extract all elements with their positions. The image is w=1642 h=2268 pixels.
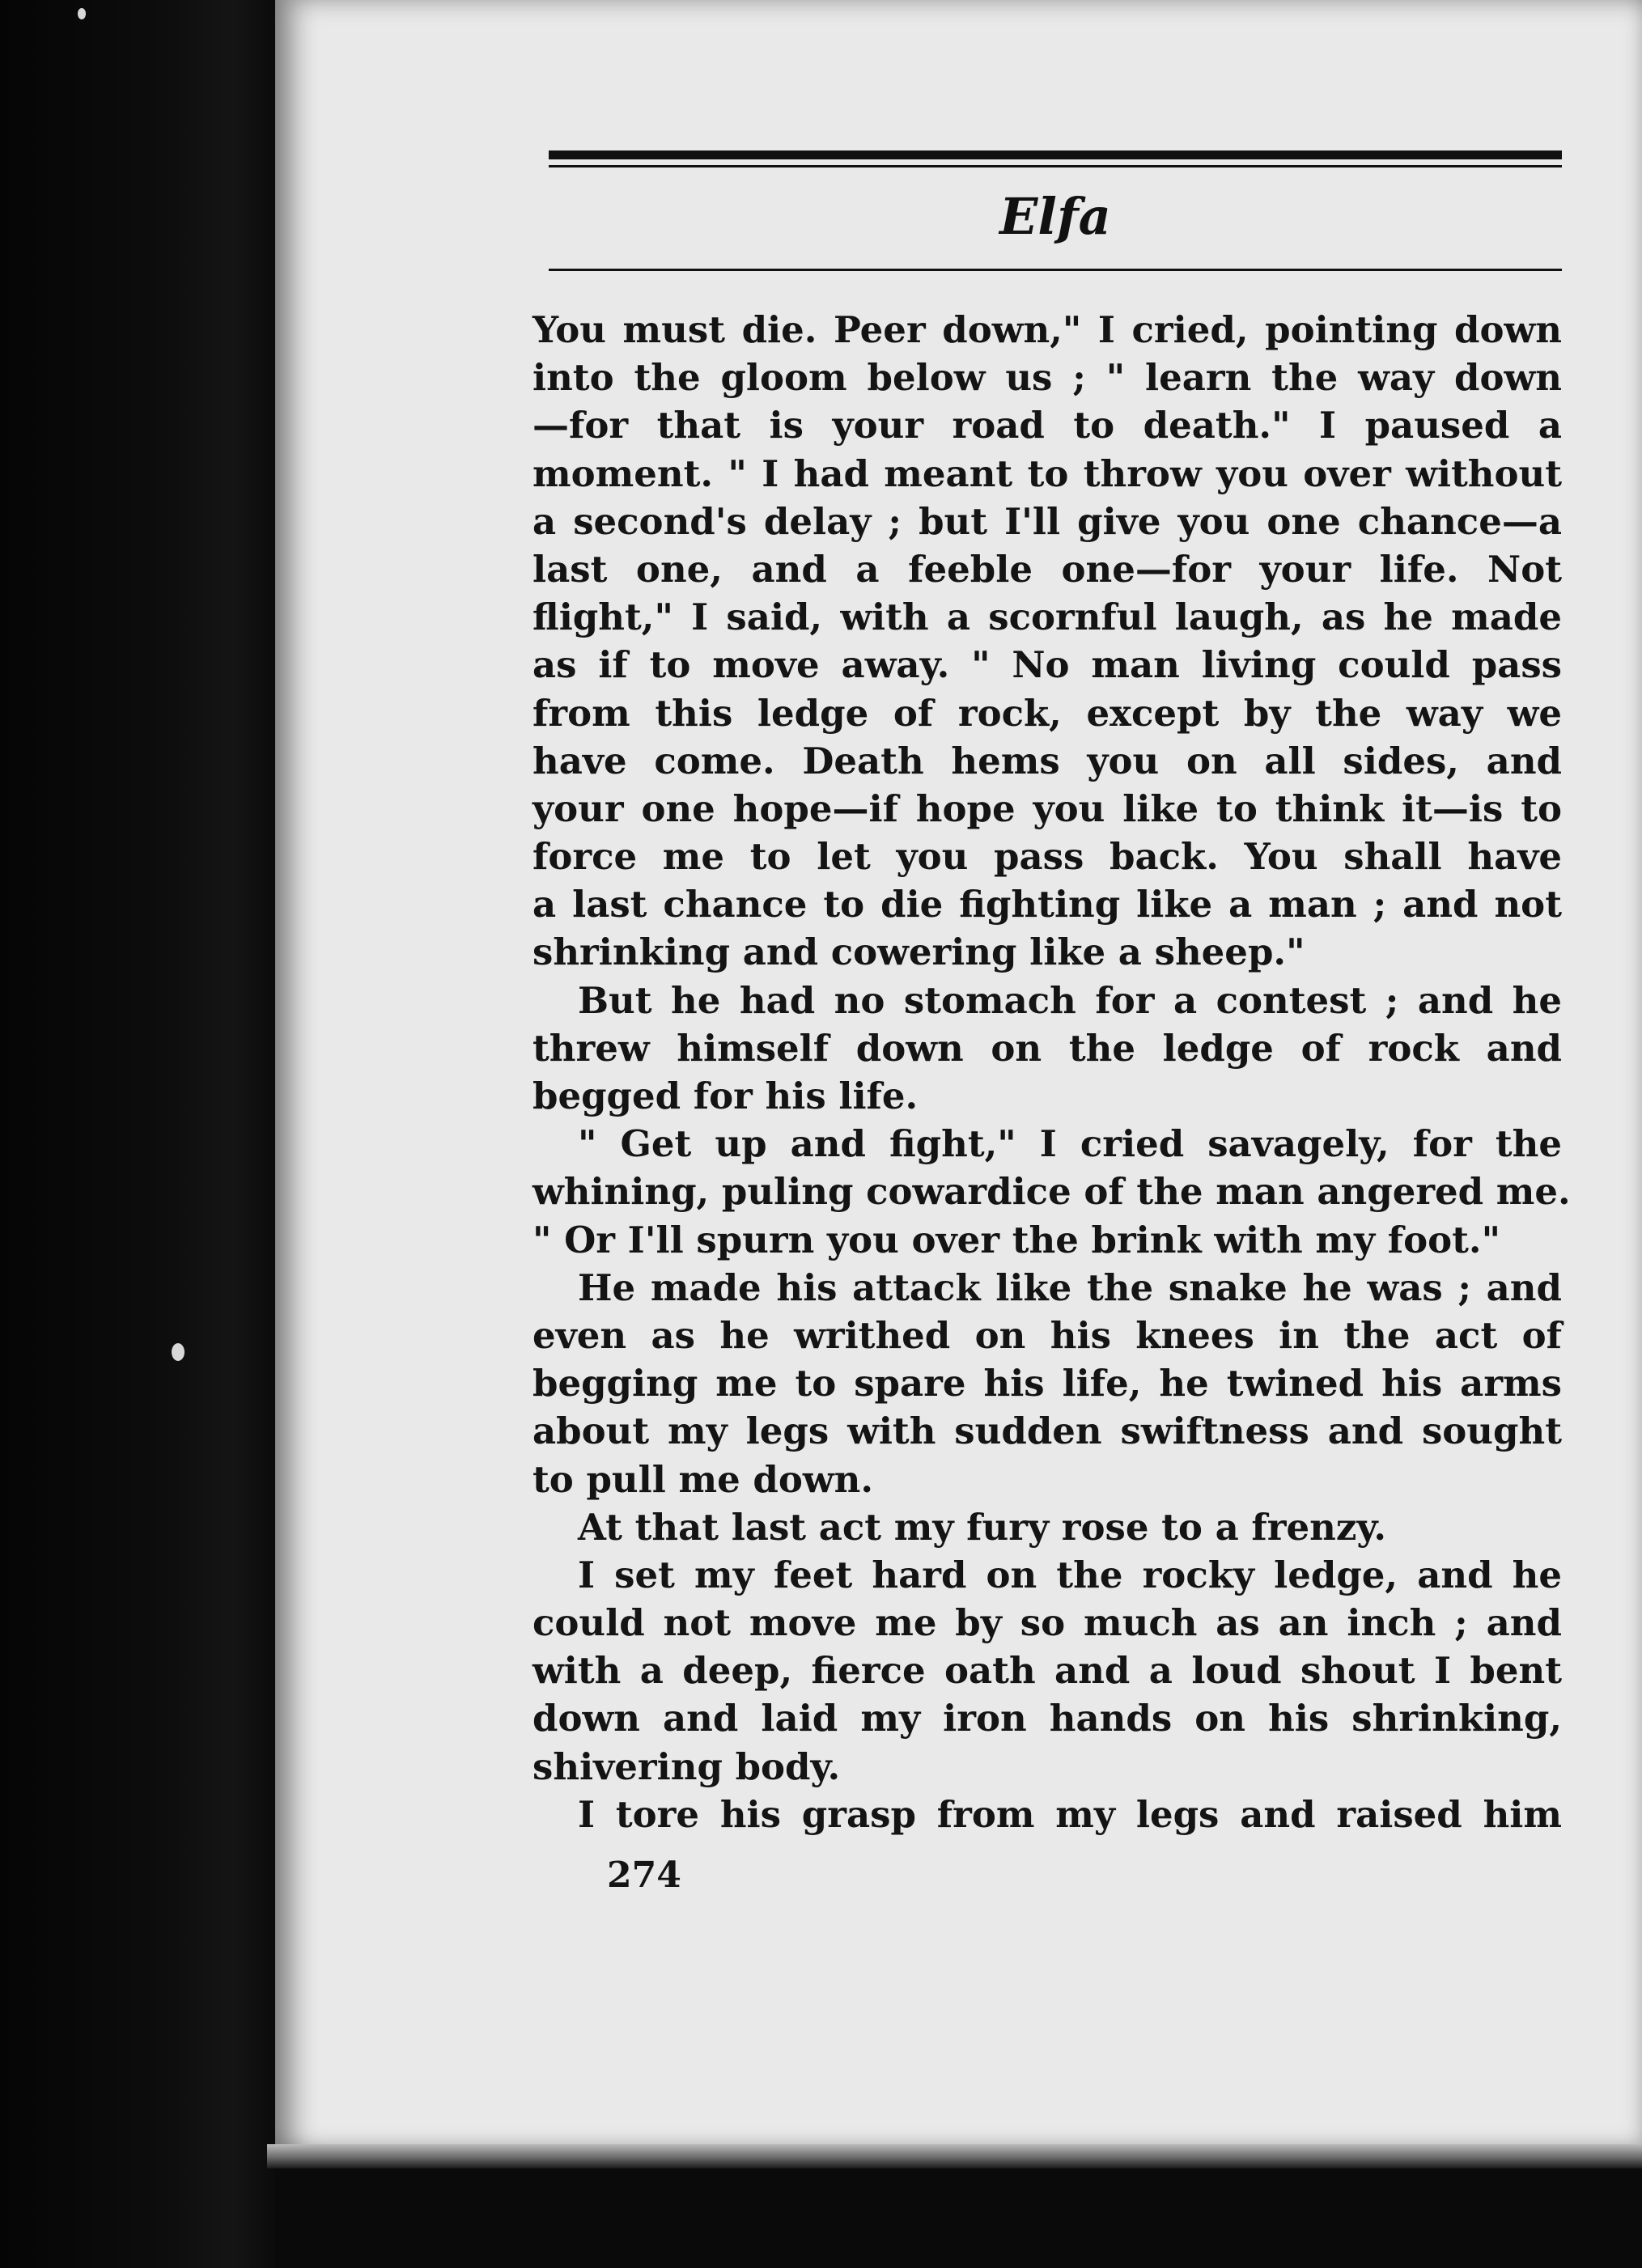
text-line: down and laid my iron hands on his shrinking, — [532, 1697, 1562, 1740]
text-line: At that last act my fury rose to a frenzy. — [578, 1505, 1387, 1549]
text-line: as if to move away. " No man living could pass — [532, 643, 1562, 687]
text-line: even as he writhed on his knees in the act of — [532, 1313, 1562, 1357]
text-line: into the gloom below us ; " learn the way down — [532, 356, 1562, 400]
scan-speck — [172, 1343, 185, 1361]
text-line: force me to let you pass back. You shall have — [532, 835, 1562, 879]
header-double-rule-top — [549, 150, 1562, 159]
text-line: flight," I said, with a scornful laugh, as he made — [532, 596, 1562, 639]
text-line: I set my feet hard on the rocky ledge, and he — [578, 1553, 1562, 1596]
running-head-rule — [549, 269, 1562, 271]
text-line: moment. " I had meant to throw you over without — [532, 451, 1562, 495]
text-line: threw himself down on the ledge of rock and — [532, 1026, 1562, 1070]
text-line: shivering body. — [532, 1744, 841, 1788]
text-line: " Or I'll spurn you over the brink with my foot." — [532, 1218, 1501, 1261]
text-line: could not move me by so much as an inch ; and — [532, 1601, 1562, 1645]
text-line: " Get up and fight," I cried savagely, for the — [578, 1122, 1562, 1166]
text-line: last one, and a feeble one—for your life. Not — [532, 547, 1562, 591]
page-bottom-edge — [267, 2144, 1642, 2168]
text-line: He made his attack like the snake he was ; and — [578, 1265, 1562, 1309]
text-line: begged for his life. — [532, 1075, 919, 1117]
text-line: about my legs with sudden swiftness and sought — [532, 1410, 1562, 1453]
text-line: have come. Death hems you on all sides, and — [532, 739, 1562, 782]
running-head-title: Elfa — [999, 187, 1111, 246]
text-line: You must die. Peer down," I cried, pointing down — [532, 308, 1562, 351]
text-line: to pull me down. — [532, 1457, 874, 1501]
page-number: 274 — [607, 1855, 681, 1896]
text-line: a last chance to die fighting like a man ; and not — [532, 883, 1562, 926]
text-line: your one hope—if hope you like to think it—is to — [532, 786, 1562, 830]
text-line: But he had no stomach for a contest ; and he — [578, 978, 1562, 1022]
text-line: with a deep, fierce oath and a loud shout I bent — [532, 1649, 1562, 1693]
text-line: whining, puling cowardice of the man angered me. — [532, 1170, 1571, 1214]
book-spine — [0, 0, 275, 2268]
text-line: from this ledge of rock, except by the way we — [532, 691, 1562, 735]
text-line: shrinking and cowering like a sheep." — [532, 931, 1305, 974]
text-line: I tore his grasp from my legs and raised him — [578, 1792, 1562, 1836]
text-line: begging me to spare his life, he twined his arms — [532, 1362, 1562, 1405]
scan-speck — [78, 8, 86, 19]
body-text — [532, 306, 1571, 1838]
text-line: —for that is your road to death." I paused a — [532, 404, 1562, 447]
header-double-rule-bottom — [549, 165, 1562, 167]
text-line: a second's delay ; but I'll give you one chance—a — [532, 499, 1562, 543]
